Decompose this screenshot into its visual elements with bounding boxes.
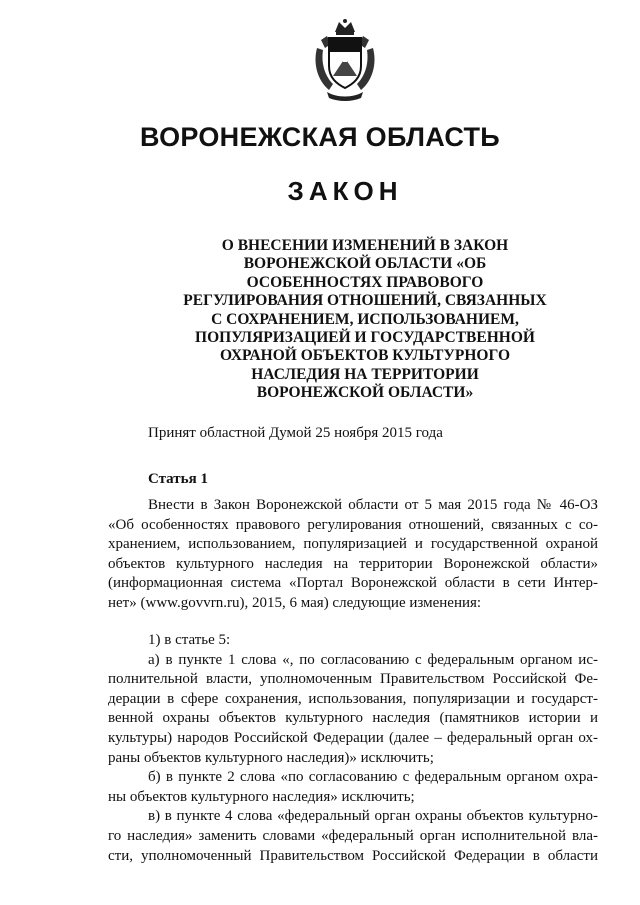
text-line: объектов культурного наследия на территории Воронежской области»: [108, 555, 598, 572]
region-heading: ВОРОНЕЖСКАЯ ОБЛАСТЬ: [139, 122, 501, 152]
text-line: культуры) народов Российской Федерации (далее – федеральный орган ох-: [108, 729, 598, 746]
title-line: ВОРОНЕЖСКОЙ ОБЛАСТИ»: [256, 384, 474, 402]
text-line: б) в пункте 2 слова «по согласованию с федеральным органом охра-: [148, 769, 598, 786]
text-line: Внести в Закон Воронежской области от 5 мая 2015 года № 46-ОЗ: [148, 497, 598, 513]
title-line: ОХРАНОЙ ОБЪЕКТОВ КУЛЬТУРНОГО: [219, 347, 511, 365]
paragraph-intro: [108, 496, 598, 614]
text-line: в) в пункте 4 слова «федеральный орган охраны объектов культурно-: [148, 808, 598, 825]
text-line: а) в пункте 1 слова «, по согласованию с федеральным органом ис-: [148, 651, 598, 668]
text-line: «Об особенностях правового регулирования отношений, связанных с со-: [108, 516, 598, 533]
text-line: 1) в статье 5:: [148, 632, 231, 648]
adoption-note: Принят областной Думой 25 ноября 2015 года: [148, 425, 443, 441]
title-line: РЕГУЛИРОВАНИЯ ОТНОШЕНИЙ, СВЯЗАННЫХ: [183, 292, 547, 310]
text-line: го наследия» заменить словами «федеральный орган исполнительной вла-: [108, 827, 598, 844]
article-heading: Статья 1: [148, 471, 208, 487]
text-line: венной охраны объектов культурного наследия (памятников истории и: [108, 710, 598, 727]
text-line: хранением, использованием, популяризацией и государственной охраной: [108, 536, 598, 553]
title-line: О ВНЕСЕНИИ ИЗМЕНЕНИЙ В ЗАКОН: [221, 237, 509, 254]
title-line: ПОПУЛЯРИЗАЦИЕЙ И ГОСУДАРСТВЕННОЙ: [195, 329, 535, 347]
text-line: полнительной власти, уполномоченным Правительством Российской Фе-: [108, 671, 598, 688]
text-line: нет» (www.govvrn.ru), 2015, 6 мая) следующие изменения:: [108, 594, 482, 611]
document-type-heading: ЗАКОН: [287, 176, 403, 206]
title-line: ОСОБЕННОСТЯХ ПРАВОВОГО: [246, 273, 484, 291]
text-line: дерации в сфере сохранения, использования, популяризации и государст-: [108, 690, 598, 707]
text-line: сти, уполномоченный Правительством Российской Федерации в области: [108, 847, 598, 864]
text-line: ны объектов культурного наследия» исключить;: [108, 788, 415, 805]
coat-of-arms-icon: [311, 18, 379, 102]
law-title: [170, 237, 560, 403]
text-line: раны объектов культурного наследия)» исключить;: [108, 749, 434, 766]
text-line: (информационная система «Портал Воронежской области в сети Интер-: [108, 575, 598, 592]
title-line: ВОРОНЕЖСКОЙ ОБЛАСТИ «ОБ: [243, 255, 487, 273]
title-line: НАСЛЕДИЯ НА ТЕРРИТОРИИ: [251, 365, 479, 383]
title-line: С СОХРАНЕНИЕМ, ИСПОЛЬЗОВАНИЕМ,: [211, 310, 519, 328]
paragraph-amendments: [108, 631, 598, 866]
